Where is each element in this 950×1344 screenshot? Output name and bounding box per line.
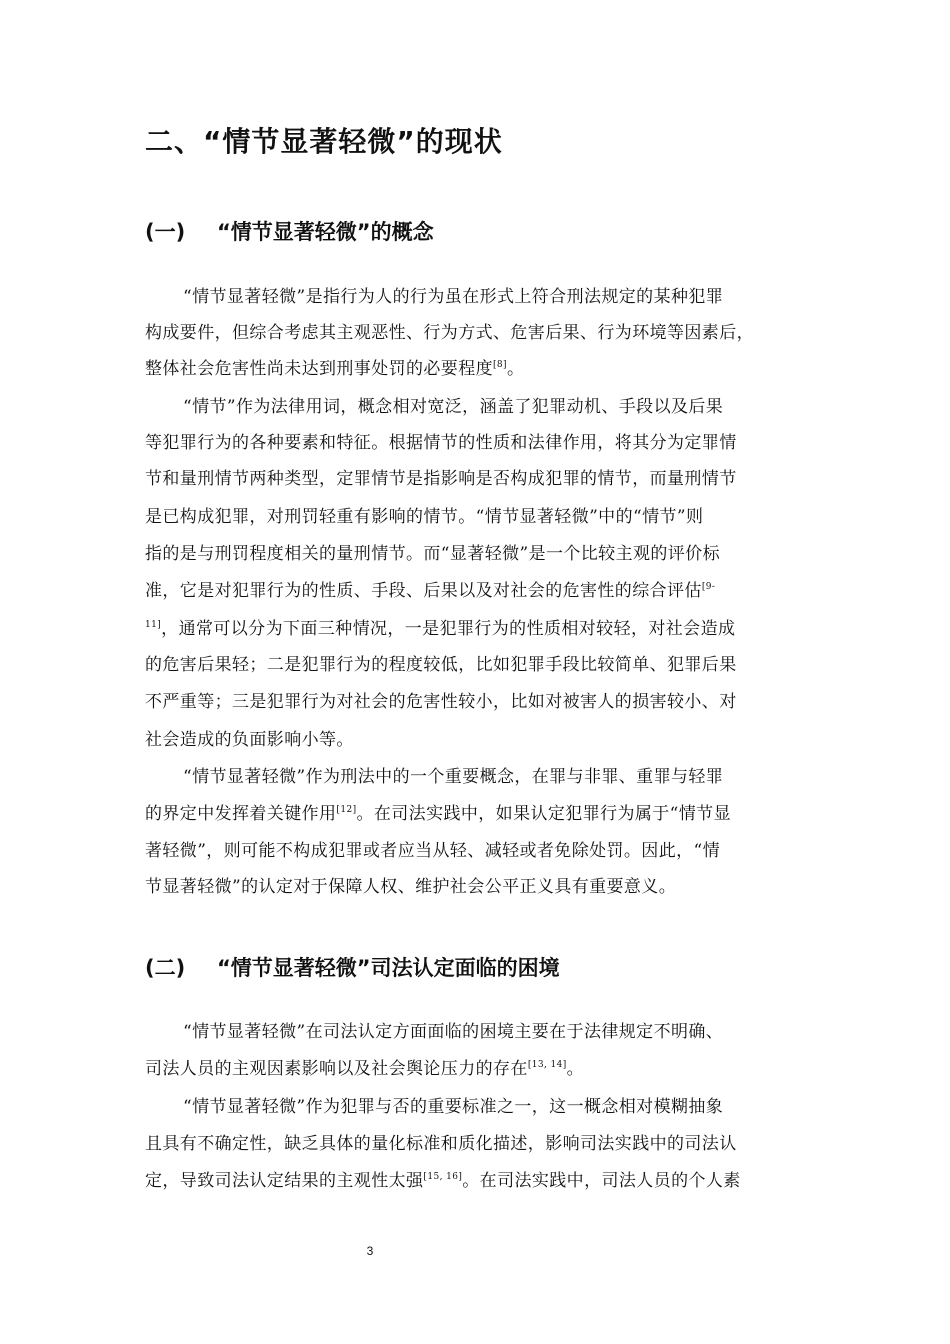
section-number: (一): [145, 220, 186, 244]
text-line: “情节显著轻微”在司法认定方面面临的困境主要在于法律规定不明确、: [183, 1022, 724, 1042]
citation: [8]: [493, 360, 507, 370]
section-title: “情节显著轻微”的概念: [217, 220, 434, 244]
text-line: $^{11]}$，通常可以分为下面三种情况，一是犯罪行为的性质相对较轻，对社会造成: [145, 619, 736, 639]
text-line: 等犯罪行为的各种要素和特征。根据情节的性质和法律作用，将其分为定罪情: [145, 433, 737, 453]
citation: [9-: [701, 582, 716, 592]
text-line: “情节显著轻微”作为刑法中的一个重要概念，在罪与非罪、重罪与轻罪: [183, 767, 724, 787]
section-heading-2: [145, 952, 560, 982]
text-line: 节显著轻微”的认定对于保障人权、维护社会公平正义具有重要意义。: [145, 877, 677, 897]
text-line: 的界定中发挥着关键作用[12]。在司法实践中，如果认定犯罪行为属于“情节显: [145, 804, 731, 824]
chapter-heading: 二、“情节显著轻微”的现状: [145, 125, 503, 158]
text-line: 著轻微”，则可能不构成犯罪或者应当从轻、减轻或者免除处罚。因此，“情: [145, 841, 720, 861]
text-line: 是已构成犯罪，对刑罚轻重有影响的情节。“情节显著轻微”中的“情节”则: [145, 507, 704, 527]
text-line: 不严重等；三是犯罪行为对社会的危害性较小，比如对被害人的损害较小、对: [145, 692, 737, 712]
text-line: 指的是与刑罚程度相关的量刑情节。而“显著轻微”是一个比较主观的评价标: [145, 544, 720, 564]
text-line: 定，导致司法认定结果的主观性太强[15, 16]。在司法实践中，司法人员的个人素: [145, 1171, 741, 1191]
section-number: (二): [145, 956, 186, 980]
text-line: 司法人员的主观因素影响以及社会舆论压力的存在[13, 14]。: [145, 1059, 585, 1079]
citation: [15, 16]: [423, 1172, 463, 1182]
text-line: 准，它是对犯罪行为的性质、手段、后果以及对社会的危害性的综合评估$^{[9-}$: [145, 581, 716, 601]
section-title: “情节显著轻微”司法认定面临的困境: [217, 956, 560, 980]
text-line: “情节显著轻微”作为犯罪与否的重要标准之一，这一概念相对模糊抽象: [183, 1097, 724, 1117]
text-line: “情节显著轻微”是指行为人的行为虽在形式上符合刑法规定的某种犯罪: [183, 287, 724, 307]
citation: 11]: [145, 620, 162, 630]
citation: [13, 14]: [527, 1060, 567, 1070]
citation: [12]: [336, 805, 357, 815]
section-heading-1: [145, 216, 434, 246]
text-line: 且具有不确定性，缺乏具体的量化标准和质化描述，影响司法实践中的司法认: [145, 1134, 737, 1154]
text-line: “情节”作为法律用词，概念相对宽泛，涵盖了犯罪动机、手段以及后果: [183, 397, 724, 417]
text-line: 整体社会危害性尚未达到刑事处罚的必要程度[8]。: [145, 359, 525, 379]
page-number: 3: [366, 1244, 374, 1258]
text-line: 节和量刑情节两种类型，定罪情节是指影响是否构成犯罪的情节，而量刑情节: [145, 469, 737, 489]
text-line: 的危害后果轻；二是犯罪行为的程度较低，比如犯罪手段比较简单、犯罪后果: [145, 655, 737, 675]
text-line: 构成要件，但综合考虑其主观恶性、行为方式、危害后果、行为环境等因素后，: [145, 323, 754, 343]
text-line: 社会造成的负面影响小等。: [145, 730, 354, 750]
